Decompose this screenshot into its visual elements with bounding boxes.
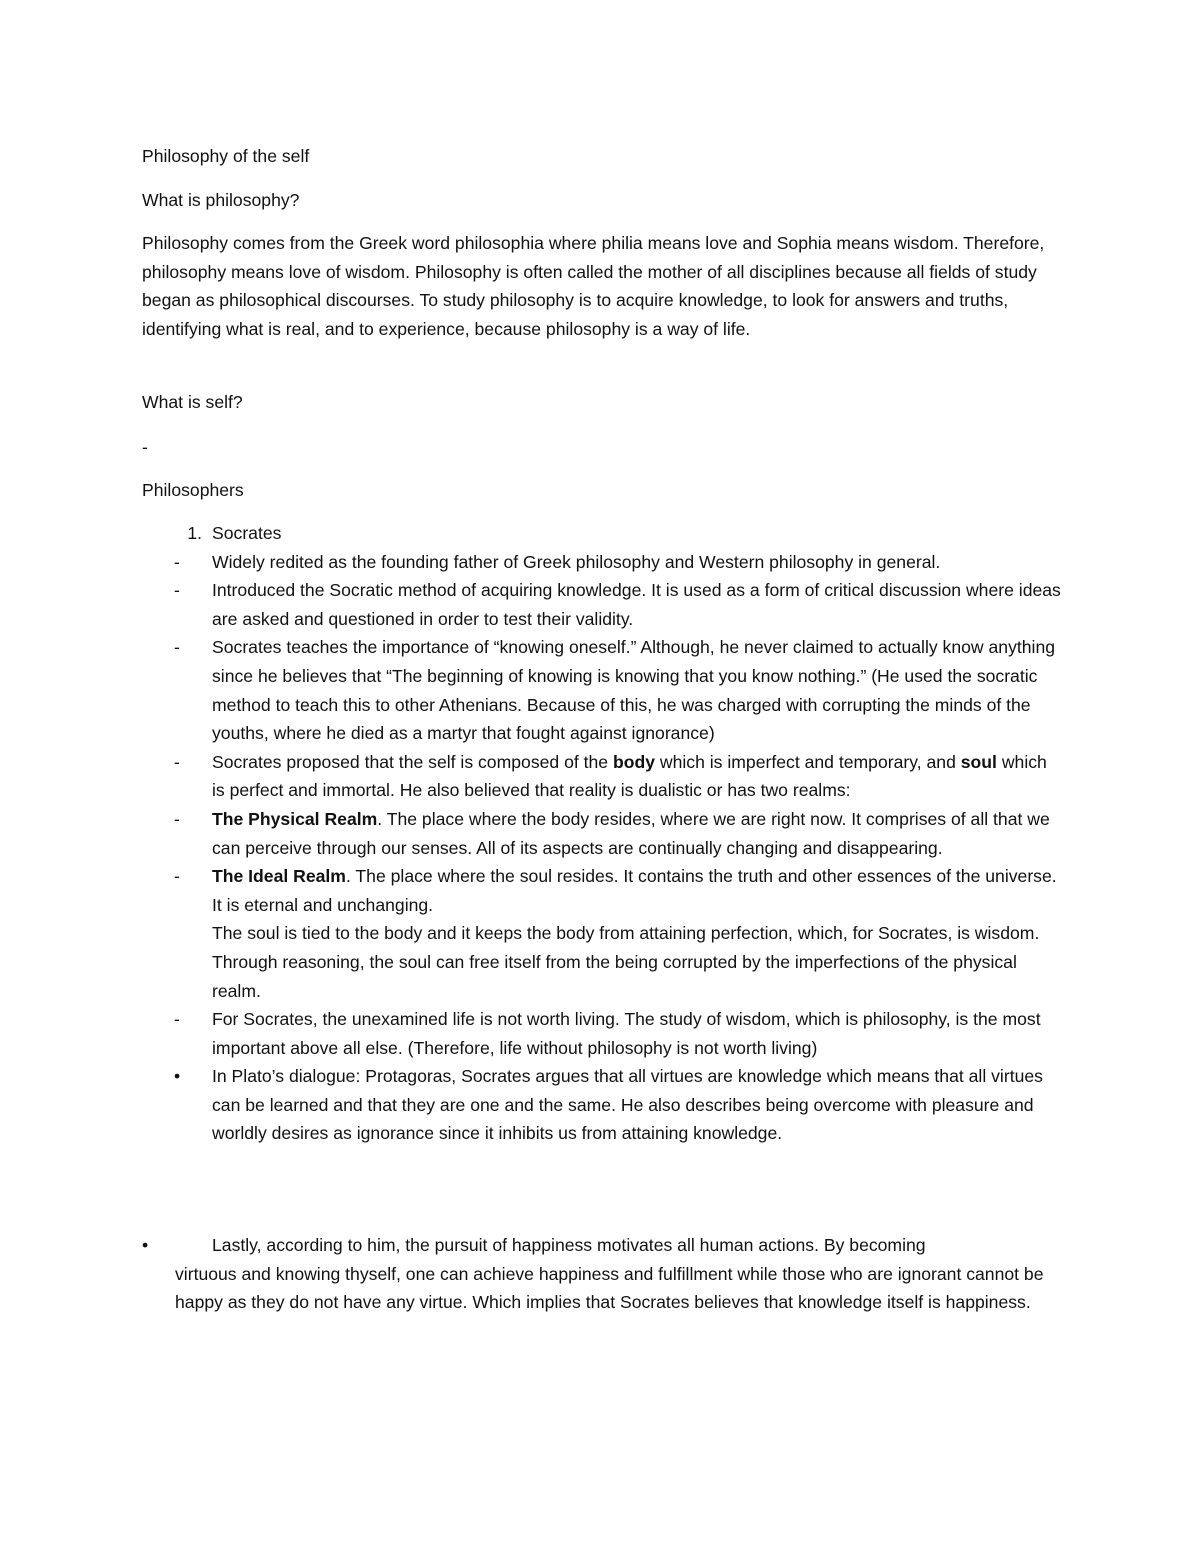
dash-marker: - (174, 866, 180, 887)
list-item (142, 748, 1062, 805)
item-text: Introduced the Socratic method of acquiring knowledge. It is used as a form of critical discussion where ideas are asked and questioned in order to test their validity. (212, 580, 1061, 629)
list-item (142, 633, 1062, 747)
list-item (142, 862, 1062, 1005)
ideal-realm-term: The Ideal Realm (212, 866, 346, 887)
item-text: . The place where the body resides, where we are right now. It comprises of all that we can perceive through our senses. All of its aspects are continually changing and disappearing. (212, 808, 1050, 858)
list-number: 1. (187, 523, 202, 543)
dash-marker: - (174, 580, 180, 601)
item-continuation: Through reasoning, the soul can free itself from the being corrupted by the imperfections of the physical realm. (212, 951, 1017, 1001)
document-title: Philosophy of the self (142, 146, 310, 166)
item-text: For Socrates, the unexamined life is not worth living. The study of wisdom, which is philosophy, is the most important above all else. (Therefore, life without philosophy is not worth living) (212, 1009, 1041, 1058)
closing-first-text: Lastly, according to him, the pursuit of happiness motivates all human actions. By becoming (212, 1235, 926, 1255)
physical-realm-term: The Physical Realm (212, 808, 378, 829)
item-text: Widely redited as the founding father of Greek philosophy and Western philosophy in general. (212, 551, 941, 572)
dash-marker: - (174, 1009, 180, 1030)
item-text-c: which is perfect and immortal. He also believed that reality is dualistic or has two realms: (212, 751, 1047, 801)
body-term: body (612, 751, 656, 772)
list-item (142, 548, 1062, 577)
item-text-a: Socrates proposed that the self is composed of the (212, 751, 613, 772)
question-what-is-philosophy: What is philosophy? (142, 190, 300, 210)
list-item (142, 1005, 1062, 1062)
socrates-list (142, 519, 1062, 1148)
socrates-name: Socrates (212, 523, 282, 543)
list-item (142, 805, 1062, 862)
closing-first-line (142, 1231, 1062, 1260)
intro-paragraph: Philosophy comes from the Greek word philosophia where philia means love and Sophia means wisdom. Therefore, philosophy means love of wisdom. Philosophy is often called the mother of all disciplines because all fields of study began as philosophical discourses. To study philosophy is to acquire knowledge, to look for answers and truths, identifying what is real, and to experience, because philosophy is a way of life. (142, 233, 1045, 339)
list-item (142, 1062, 1062, 1148)
dash-marker: - (174, 751, 180, 772)
soul-term: soul (960, 751, 997, 772)
item-text: . The place where the soul resides. It contains the truth and other essences of the universe. It is eternal and unchanging. (212, 866, 1057, 915)
item-text-b: which is imperfect and temporary, and (655, 751, 961, 772)
bullet-marker: • (174, 1066, 181, 1087)
list-item-socrates (142, 519, 1062, 548)
question-what-is-self: What is self? (142, 392, 243, 412)
empty-dash-item: - (142, 437, 148, 457)
philosophers-heading: Philosophers (142, 480, 244, 500)
list-item (142, 576, 1062, 633)
dash-marker: - (174, 551, 180, 572)
item-text: In Plato’s dialogue: Protagoras, Socrates argues that all virtues are knowledge which means that all virtues can be learned and that they are one and the same. He also describes being overcome with pleasure and worldly desires as ignorance since it inhibits us from attaining knowledge. (212, 1066, 1043, 1144)
closing-continuation: virtuous and knowing thyself, one can achieve happiness and fulfillment while those who are ignorant cannot be happy as they do not have any virtue. Which implies that Socrates believes that knowledge itself is happiness. (175, 1263, 1044, 1313)
item-text: Socrates teaches the importance of “knowing oneself.” Although, he never claimed to actually know anything since he believes that “The beginning of knowing is knowing that you know nothing.” (He used the socratic method to teach this to other Athenians. Because of this, he was charged with corrupting the minds of the youths, where he died as a martyr that fought against ignorance) (212, 637, 1056, 744)
bullet-marker: • (142, 1235, 149, 1255)
dash-marker: - (174, 637, 180, 658)
closing-paragraph (142, 1231, 1062, 1317)
item-continuation: The soul is tied to the body and it keeps the body from attaining perfection, which, for Socrates, is wisdom. (212, 923, 1040, 944)
dash-marker: - (174, 808, 180, 829)
